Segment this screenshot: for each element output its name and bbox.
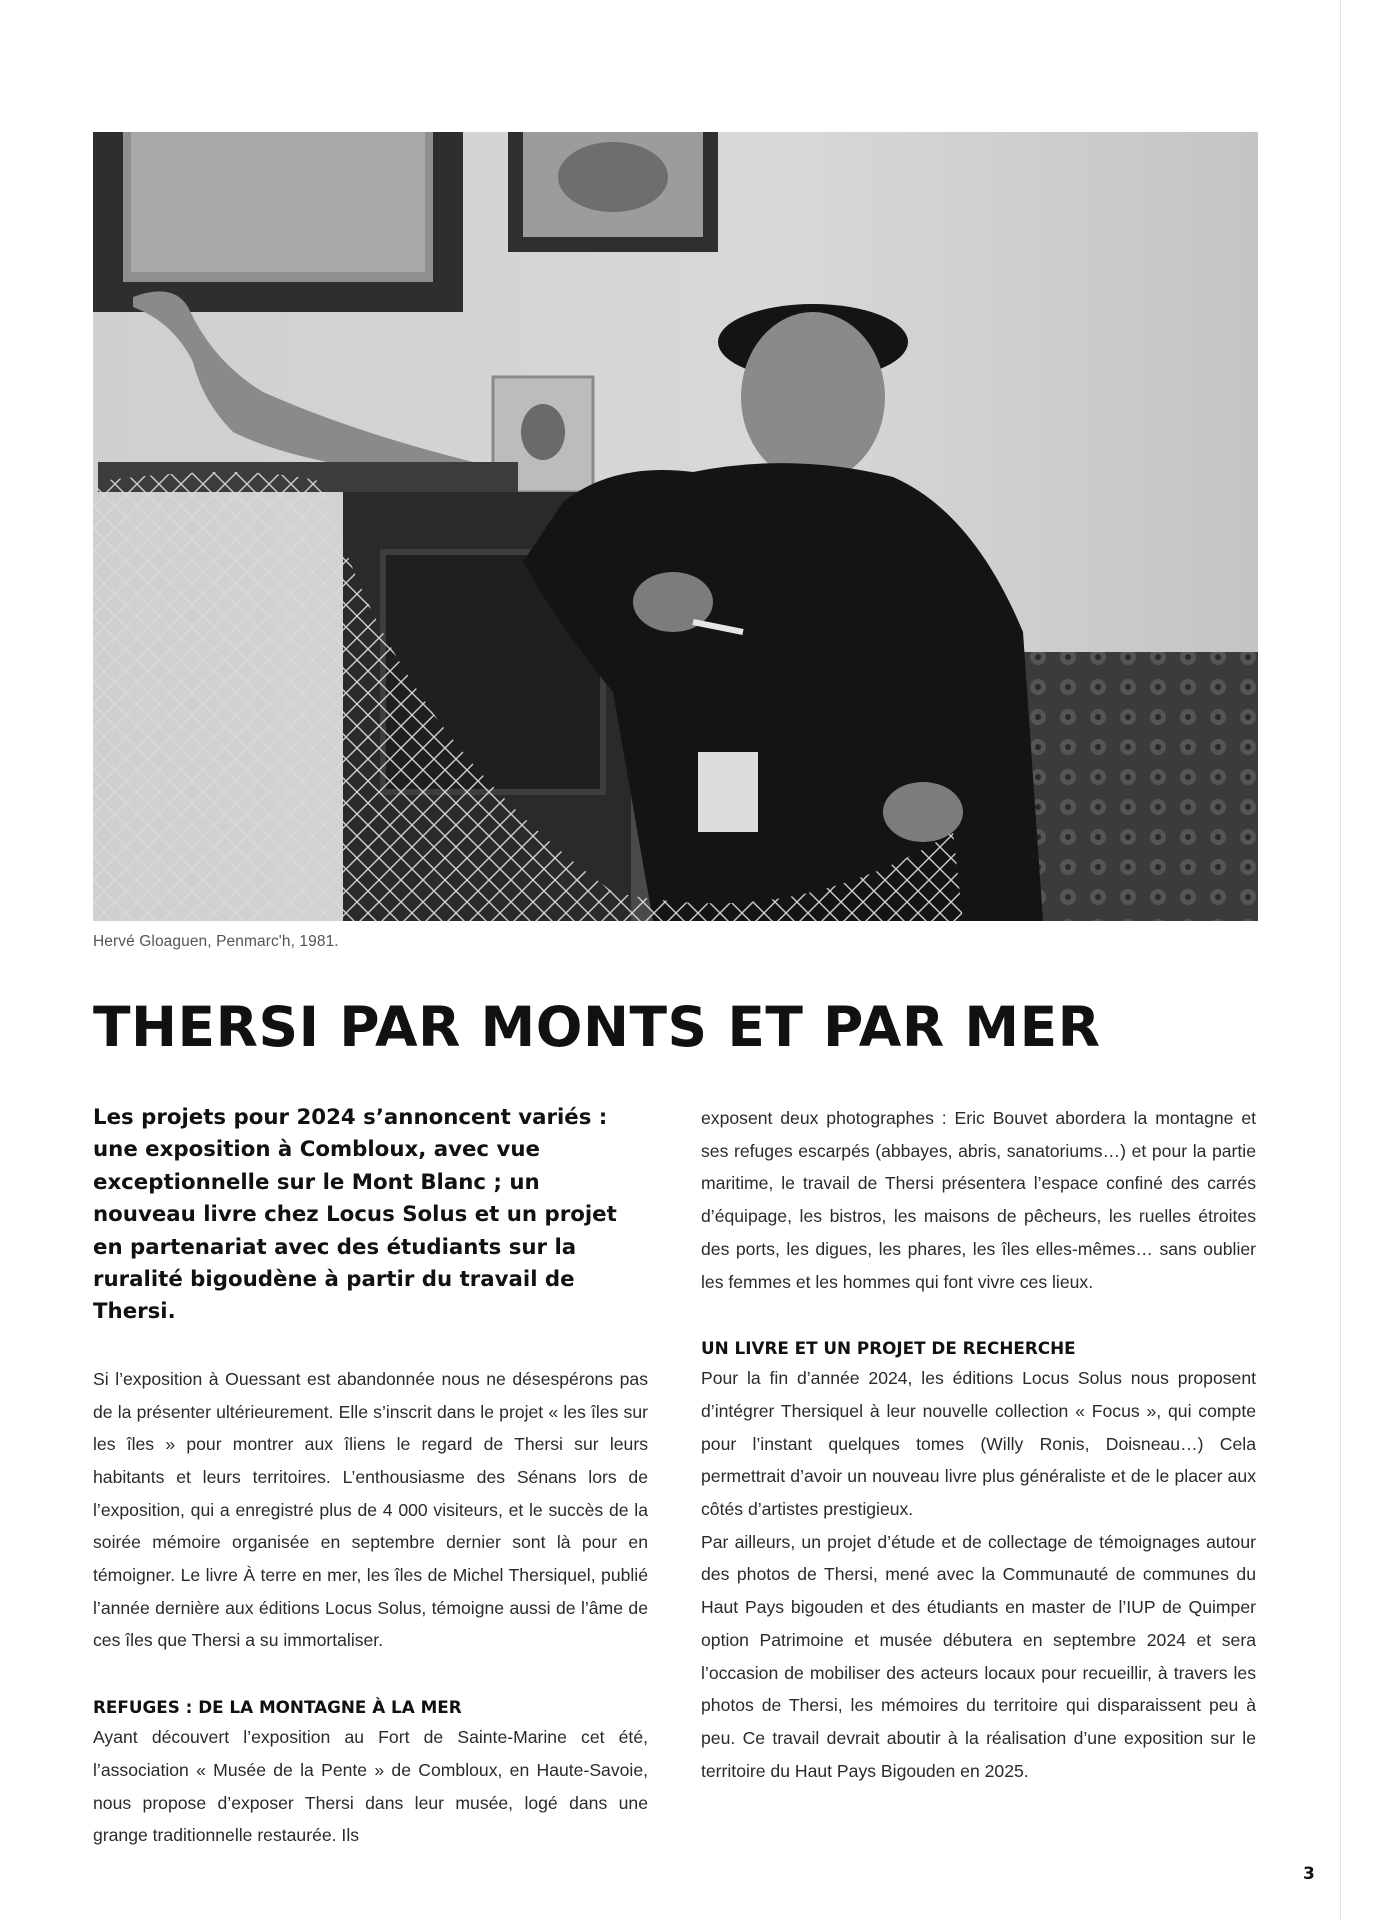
section-heading-livre: UN LIVRE ET UN PROJET DE RECHERCHE	[701, 1338, 1076, 1359]
recherche-paragraph: Par ailleurs, un projet d’étude et de collectage de témoignages autour des photos de Thersi, mené avec la Communauté de communes du Haut Pays bigouden et des étudiants en master de l’IUP de Quimper option Patrimoine et musée débutera en septembre 2024 et sera l’occasion de mobiliser des acteurs locaux pour recueillir, à travers les photos de Thersi, les mémoires du territoire qui disparaissent peu à peu. Ce travail devrait aboutir à la réalisation d’une exposition sur le territoire du Haut Pays Bigouden en 2025.	[701, 1531, 1256, 1781]
refuges-paragraph-start: Ayant découvert l’exposition au Fort de Sainte-Marine cet été, l’association « Musée de la Pente » de Combloux, en Haute-Savoie, nous propose d’exposer Thersi dans leur musée, logé dans une grange traditionnelle restaurée. Ils	[93, 1727, 648, 1846]
article-photo	[93, 132, 1258, 921]
page-number: 3	[1303, 1864, 1315, 1884]
page-edge-line	[1340, 0, 1341, 1920]
left-column	[93, 1102, 648, 1852]
right-column	[701, 1102, 1256, 1787]
lead-paragraph: Les projets pour 2024 s’annoncent variés : une exposition à Combloux, avec vue exceptionnelle sur le Mont Blanc ; un nouveau livre chez Locus Solus et un projet en partenariat avec des étudiants sur la ruralité bigoudène à partir du travail de Thersi.	[93, 1105, 617, 1325]
photo-illustration	[93, 132, 1258, 921]
livre-paragraph: Pour la fin d’année 2024, les éditions Locus Solus nous proposent d’intégrer Thersiquel à leur nouvelle collection « Focus », qui compte pour l’instant quelques tomes (Willy Ronis, Doisneau…) Cela permettrait d’avoir un nouveau livre plus généraliste et de le placer aux côtés d’artistes prestigieux.	[701, 1368, 1256, 1520]
page-title: THERSI PAR MONTS ET PAR MER	[93, 995, 1101, 1059]
photo-credit: Hervé Gloaguen, Penmarc'h, 1981.	[93, 933, 339, 950]
section-heading-refuges: REFUGES : DE LA MONTAGNE À LA MER	[93, 1697, 462, 1718]
intro-paragraph: Si l’exposition à Ouessant est abandonnée nous ne désespérons pas de la présenter ultérieurement. Elle s’inscrit dans le projet « les îles sur les îles » pour montrer aux îliens le regard de Thersi sur leurs habitants et leurs territoires. L’enthousiasme des Sénans lors de l’exposition, qui a enregistré plus de 4 000 visiteurs, et le succès de la soirée mémoire organisée en septembre dernier sont là pour en témoigner. Le livre À terre en mer, les îles de Michel Thersiquel, publié l’année dernière aux éditions Locus Solus, témoigne aussi de l’âme de ces îles que Thersi a su immortaliser.	[93, 1368, 648, 1651]
refuges-paragraph-continued: exposent deux photographes : Eric Bouvet abordera la montagne et ses refuges escarpés (abbayes, abris, sanatoriums…) et pour la partie maritime, le travail de Thersi présentera l’espace confiné des carrés d’équipage, les bistros, les maisons de pêcheurs, les ruelles étroites des ports, les digues, les phares, les îles elles-mêmes… sans oublier les femmes et les hommes qui font vivre ces lieux.	[701, 1108, 1256, 1292]
